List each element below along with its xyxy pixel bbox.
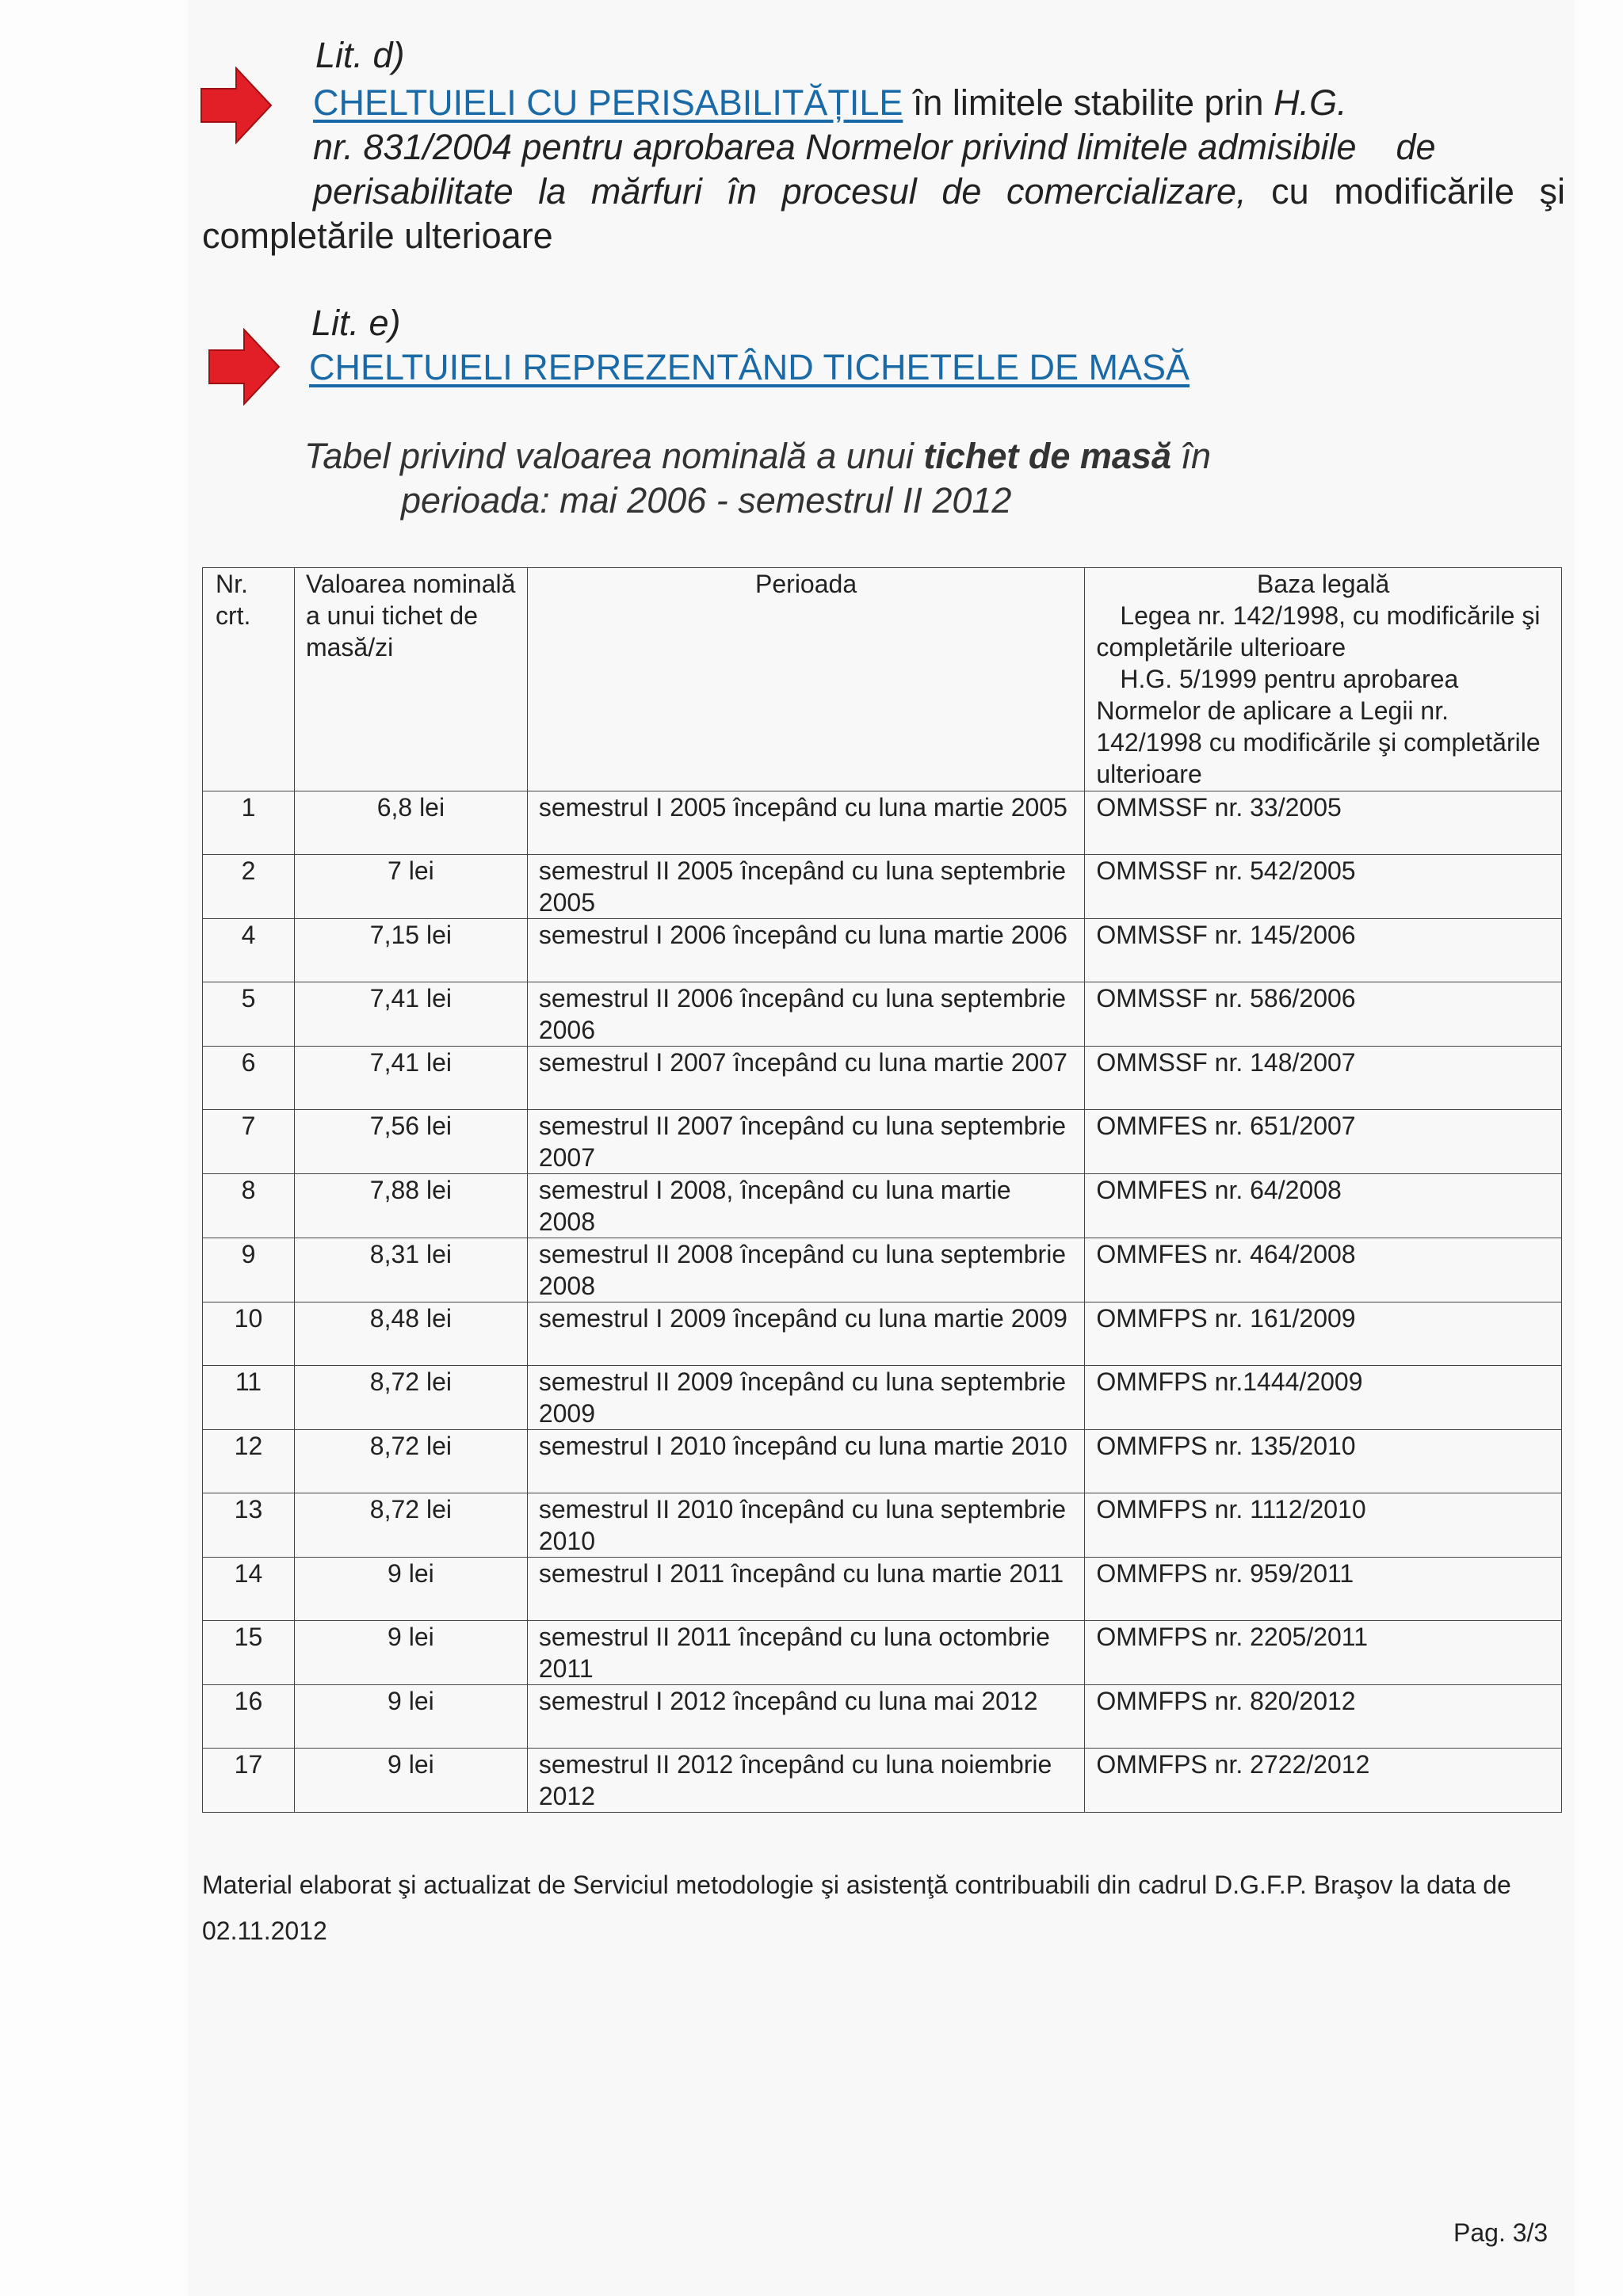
- table-row: [203, 1621, 1562, 1685]
- cell-valoare: 9 lei: [294, 1749, 527, 1813]
- cell-perioada: semestrul I 2005 începând cu luna martie 2005: [527, 791, 1085, 855]
- cell-perioada: semestrul II 2012 începând cu luna noiembrie 2012: [527, 1749, 1085, 1813]
- cell-baza-legala: OMMSSF nr. 542/2005: [1085, 855, 1562, 919]
- cell-perioada: semestrul II 2011 începând cu luna octombrie 2011: [527, 1621, 1085, 1685]
- cell-perioada: semestrul I 2008, începând cu luna martie 2008: [527, 1174, 1085, 1238]
- header-nr: Nr. crt.: [203, 568, 295, 791]
- section-d-line2: nr. 831/2004 pentru aprobarea Normelor privind limitele admisibile de: [313, 127, 1436, 167]
- cell-baza-legala: OMMFES nr. 464/2008: [1085, 1238, 1562, 1302]
- cell-baza-legala: OMMFPS nr. 2205/2011: [1085, 1621, 1562, 1685]
- cell-baza-legala: OMMFPS nr.1444/2009: [1085, 1366, 1562, 1430]
- red-arrow-icon: [208, 328, 281, 406]
- cell-perioada: semestrul I 2006 începând cu luna martie 2006: [527, 919, 1085, 982]
- cell-valoare: 8,31 lei: [294, 1238, 527, 1302]
- table-row: [203, 1110, 1562, 1174]
- baza-legala-hg: H.G. 5/1999 pentru aprobarea Normelor de aplicare a Legii nr. 142/1998 cu modificările şi completările ulterioare: [1096, 665, 1541, 788]
- table-row: [203, 1685, 1562, 1749]
- perisabilitati-link[interactable]: CHELTUIELI CU PERISABILITĂȚILE: [313, 82, 903, 123]
- cell-perioada: semestrul II 2005 începând cu luna septembrie 2005: [527, 855, 1085, 919]
- cell-valoare: 9 lei: [294, 1685, 527, 1749]
- cell-baza-legala: OMMSSF nr. 33/2005: [1085, 791, 1562, 855]
- table-row: [203, 855, 1562, 919]
- table-row: [203, 1558, 1562, 1621]
- table-row: [203, 791, 1562, 855]
- cell-valoare: 8,72 lei: [294, 1493, 527, 1558]
- section-d-line3: perisabilitate la mărfuri în procesul de comercializare, cu modificările şi: [313, 171, 1565, 212]
- table-row: [203, 919, 1562, 982]
- table-header-row: [203, 568, 1562, 791]
- cell-valoare: 7,41 lei: [294, 982, 527, 1047]
- baza-legala-lege: Legea nr. 142/1998, cu modificările şi completările ulterioare: [1096, 601, 1541, 662]
- header-baza-legala: [1085, 568, 1562, 791]
- table-title: Tabel privind valoarea nominală a unui tichet de masă în: [304, 436, 1212, 476]
- cell-valoare: 8,48 lei: [294, 1302, 527, 1366]
- tichete-masa-link[interactable]: CHELTUIELI REPREZENTÂND TICHETELE DE MASĂ: [309, 347, 1190, 387]
- cell-baza-legala: OMMFES nr. 64/2008: [1085, 1174, 1562, 1238]
- cell-nr: 12: [203, 1430, 295, 1493]
- table-row: [203, 1493, 1562, 1558]
- cell-valoare: 8,72 lei: [294, 1430, 527, 1493]
- cell-valoare: 6,8 lei: [294, 791, 527, 855]
- cell-nr: 7: [203, 1110, 295, 1174]
- cell-perioada: semestrul I 2012 începând cu luna mai 2012: [527, 1685, 1085, 1749]
- cell-nr: 4: [203, 919, 295, 982]
- cell-baza-legala: OMMFPS nr. 2722/2012: [1085, 1749, 1562, 1813]
- cell-perioada: semestrul II 2008 începând cu luna septembrie 2008: [527, 1238, 1085, 1302]
- lit-e-label: Lit. e): [311, 303, 401, 343]
- baza-legala-title: Baza legală: [1257, 570, 1390, 598]
- table-row: [203, 1430, 1562, 1493]
- cell-baza-legala: OMMFES nr. 651/2007: [1085, 1110, 1562, 1174]
- cell-baza-legala: OMMSSF nr. 148/2007: [1085, 1047, 1562, 1110]
- cell-valoare: 9 lei: [294, 1558, 527, 1621]
- table-row: [203, 1366, 1562, 1430]
- cell-valoare: 7 lei: [294, 855, 527, 919]
- cell-nr: 11: [203, 1366, 295, 1430]
- table-row: [203, 1238, 1562, 1302]
- cell-perioada: semestrul II 2010 începând cu luna septembrie 2010: [527, 1493, 1085, 1558]
- cell-valoare: 7,56 lei: [294, 1110, 527, 1174]
- cell-perioada: semestrul II 2006 începând cu luna septembrie 2006: [527, 982, 1085, 1047]
- cell-perioada: semestrul I 2010 începând cu luna martie 2010: [527, 1430, 1085, 1493]
- cell-nr: 1: [203, 791, 295, 855]
- table-row: [203, 1174, 1562, 1238]
- cell-perioada: semestrul II 2009 începând cu luna septembrie 2009: [527, 1366, 1085, 1430]
- cell-nr: 14: [203, 1558, 295, 1621]
- cell-nr: 9: [203, 1238, 295, 1302]
- red-arrow-icon: [200, 67, 273, 144]
- cell-valoare: 7,88 lei: [294, 1174, 527, 1238]
- cell-valoare: 9 lei: [294, 1621, 527, 1685]
- cell-nr: 2: [203, 855, 295, 919]
- cell-baza-legala: OMMSSF nr. 145/2006: [1085, 919, 1562, 982]
- cell-nr: 13: [203, 1493, 295, 1558]
- cell-nr: 5: [203, 982, 295, 1047]
- footer-note: Material elaborat şi actualizat de Serviciul metodologie şi asistenţă contribuabili din cadrul D.G.F.P. Braşov la data de 02.11.2012: [202, 1871, 1511, 1945]
- header-perioada: Perioada: [527, 568, 1085, 791]
- cell-nr: 17: [203, 1749, 295, 1813]
- cell-nr: 10: [203, 1302, 295, 1366]
- cell-perioada: semestrul II 2007 începând cu luna septembrie 2007: [527, 1110, 1085, 1174]
- cell-baza-legala: OMMFPS nr. 1112/2010: [1085, 1493, 1562, 1558]
- meal-ticket-table: [202, 567, 1562, 1813]
- cell-baza-legala: OMMFPS nr. 161/2009: [1085, 1302, 1562, 1366]
- cell-baza-legala: OMMFPS nr. 959/2011: [1085, 1558, 1562, 1621]
- table-row: [203, 1749, 1562, 1813]
- cell-valoare: 7,15 lei: [294, 919, 527, 982]
- cell-baza-legala: OMMFPS nr. 135/2010: [1085, 1430, 1562, 1493]
- table-row: [203, 1302, 1562, 1366]
- cell-nr: 6: [203, 1047, 295, 1110]
- section-d-line1: CHELTUIELI CU PERISABILITĂȚILE în limitele stabilite prin H.G.: [313, 82, 1347, 123]
- cell-perioada: semestrul I 2009 începând cu luna martie 2009: [527, 1302, 1085, 1366]
- cell-perioada: semestrul I 2007 începând cu luna martie 2007: [527, 1047, 1085, 1110]
- cell-baza-legala: OMMFPS nr. 820/2012: [1085, 1685, 1562, 1749]
- table-row: [203, 1047, 1562, 1110]
- table-body: [203, 791, 1562, 1813]
- cell-nr: 8: [203, 1174, 295, 1238]
- table-row: [203, 982, 1562, 1047]
- cell-nr: 16: [203, 1685, 295, 1749]
- header-valoare: Valoarea nominală a unui tichet de masă/zi: [294, 568, 527, 791]
- cell-valoare: 7,41 lei: [294, 1047, 527, 1110]
- table-title-line2: perioada: mai 2006 - semestrul II 2012: [401, 480, 1012, 521]
- section-d-line4: completările ulterioare: [202, 215, 553, 256]
- cell-baza-legala: OMMSSF nr. 586/2006: [1085, 982, 1562, 1047]
- lit-d-label: Lit. d): [315, 35, 405, 75]
- page-number: Pag. 3/3: [1453, 2218, 1549, 2247]
- cell-perioada: semestrul I 2011 începând cu luna martie 2011: [527, 1558, 1085, 1621]
- cell-valoare: 8,72 lei: [294, 1366, 527, 1430]
- cell-nr: 15: [203, 1621, 295, 1685]
